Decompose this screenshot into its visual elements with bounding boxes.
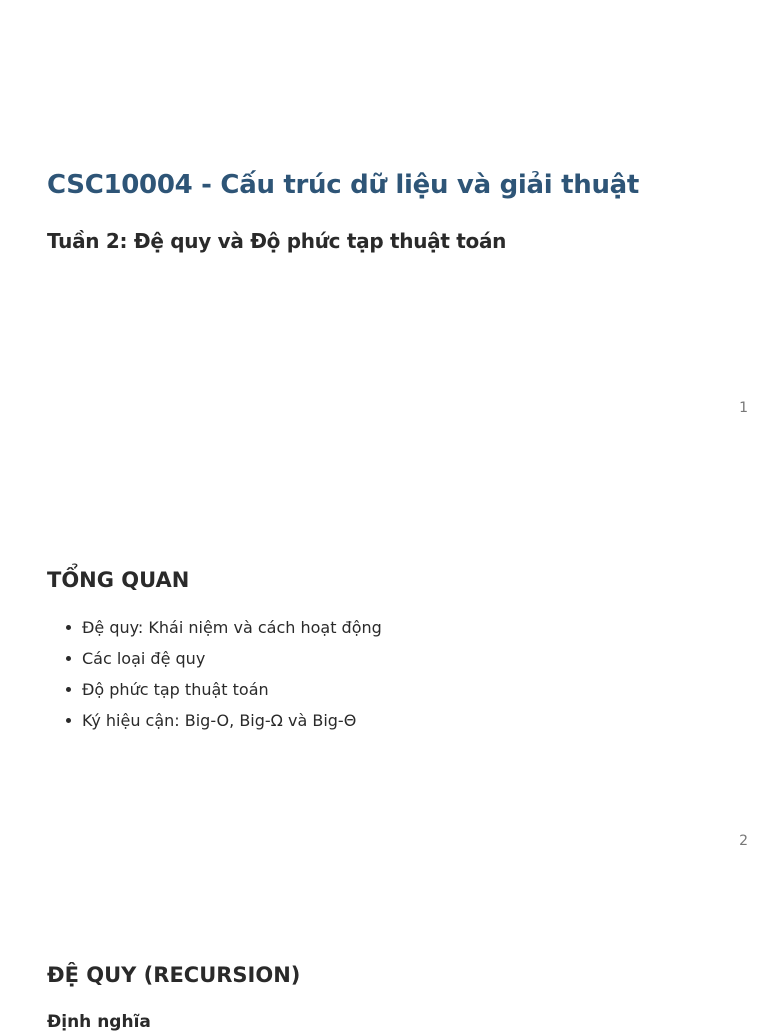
- section-heading-recursion: ĐỆ QUY (RECURSION): [47, 963, 301, 987]
- subheading-definition: Định nghĩa: [47, 1012, 151, 1032]
- list-item: Đệ quy: Khái niệm và cách hoạt động: [64, 612, 382, 643]
- page-number-2: 2: [739, 833, 748, 849]
- section-heading-overview: TỔNG QUAN: [47, 568, 190, 592]
- document-subtitle: Tuần 2: Đệ quy và Độ phức tạp thuật toán: [47, 229, 507, 253]
- list-item: Các loại đệ quy: [64, 643, 382, 674]
- overview-list: [64, 612, 382, 736]
- document-title: CSC10004 - Cấu trúc dữ liệu và giải thuật: [47, 170, 640, 200]
- page-number-1: 1: [739, 400, 748, 416]
- list-item: Ký hiệu cận: Big-O, Big-Ω và Big-Θ: [64, 705, 382, 736]
- list-item: Độ phức tạp thuật toán: [64, 674, 382, 705]
